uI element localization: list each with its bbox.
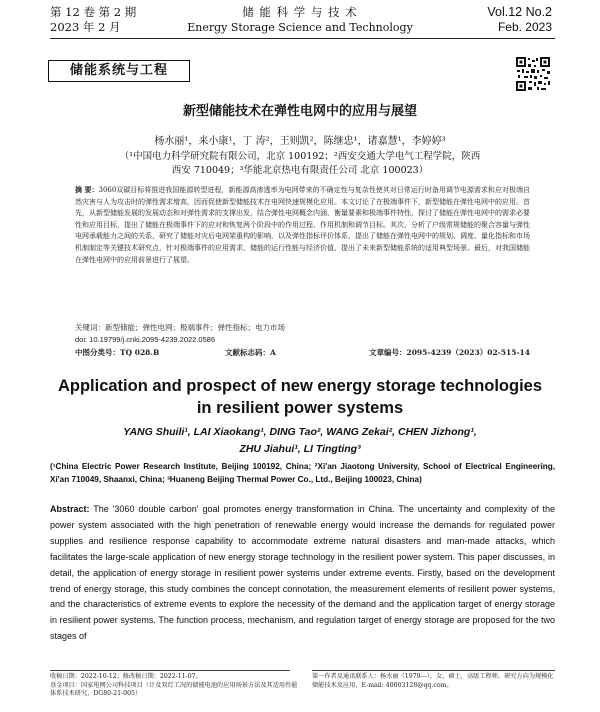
- en-authors: [40, 424, 560, 458]
- en-title: [30, 375, 570, 419]
- journal-name-cn: 储 能 科 学 与 技 术: [242, 5, 358, 19]
- journal-name-en: Energy Storage Science and Technology: [187, 21, 413, 34]
- date-en: Feb. 2023: [497, 20, 552, 34]
- cn-affiliation-line-1: （¹中国电力科学研究院有限公司，北京 100192；²西安交通大学电气工程学院，陕西: [119, 151, 481, 162]
- cn-affiliation: [70, 150, 530, 178]
- cn-authors: 杨水丽¹，来小康¹，丁 涛²，王则凯²，陈继忠¹，诸嘉慧¹，李婷婷³: [154, 136, 446, 147]
- footnote-rule-left: [50, 670, 290, 671]
- en-affiliation: (¹China Electric Power Research Institute, Beijing 100192, China; ²Xi'an Jiaotong University, School of Electrical Engineering, Xi'an 710049, Shaanxi, China; ³Huaneng Beijing Thermal Power Co., Ltd., Beijing 100023, China): [50, 462, 555, 484]
- article-number: 文章编号：2095-4239（2023）02-515-14: [369, 348, 530, 357]
- doi: doi: 10.19799/j.cnki.2095-4239.2022.0586: [75, 335, 216, 344]
- cn-title: 新型储能技术在弹性电网中的应用与展望: [182, 104, 417, 119]
- volume-issue-cn: 第 12 卷 第 2 期: [50, 5, 137, 19]
- date-cn: 2023 年 2 月: [50, 20, 121, 34]
- section-label: 储能系统与工程: [48, 60, 190, 82]
- cn-abstract: [75, 184, 530, 266]
- cn-abstract-text: 3060双碳目标将推进我国能源转型进程，新能源高渗透率为电网带来的不确定性与复杂性使其对日常运行时备用调节电源需求和应对极端自然灾害与人为攻击时的弹性需求增高，因而促使新型储能技术在电网快速规模化应用。本文讨论了在极端事件下，新型储能在弹性电网中的应用。首先，从新型储能发展的发展动态和对弹性需求的支撑出发，结合弹性电网概念内涵、衡量要素和极端事件特性，探讨了储能在弹性电网中的需求必要性和应用目标，提出了储能在极端事件下的应对和恢复两个阶段中的作用过程、作用机制和调节目标。其次，分析了户级常规储能的聚合容量与弹性电网承载能力之间的关系，研究了储能对灾后电网架重构的影响，以及弹性指标评价体系，提出了储能在弹性电网中的规划、调度、量化指标和市场机制制定等关键技术研究点，针对极端事件的应用需求、储能的运行性能与经济价值，提出了未来新型储能系统的适用典型场景。最后，对我国储能在弹性电网中的应用前景进行了展望。: [75, 186, 530, 264]
- cn-keywords: 关键词：新型储能；弹性电网；极端事件；弹性指标；电力市场: [75, 323, 285, 332]
- en-abstract: [50, 502, 555, 645]
- en-title-line-2: in resilient power systems: [196, 399, 404, 417]
- footnote-fund: 基金项目：国家电网公司科技项目（计及双灯工况的储能电池的应用场景方法及其适用性能体系技术研究，DG80-21-005）: [50, 681, 298, 698]
- en-title-line-1: Application and prospect of new energy storage technologies: [57, 377, 543, 395]
- cn-abstract-label: 摘 要：: [75, 185, 99, 194]
- volume-issue-en: Vol.12 No.2: [487, 5, 552, 19]
- clc-number: 中图分类号：TQ 028.B: [75, 348, 160, 357]
- en-authors-line-1: YANG Shuili¹, LAI Xiaokang¹, DING Tao², WANG Zekai², CHEN Jizhong¹,: [123, 426, 477, 438]
- footnote-rule-right: [312, 670, 555, 671]
- footnote-left: [50, 673, 300, 699]
- en-abstract-text: The '3060 double carbon' goal promotes energy transformation in China. The uncertainty and complexity of the power system associated with the high penetration of renewable energy would increase the demands for regulated power supplies and resilience response capability to accommodate extreme natural disasters and man-made attacks, which facilitates the large-scale application of new energy storage technology in the resilient power system. This paper discusses, in detail, the application of energy storage in resilient power systems under extreme events. Firstly, based on the development trend of energy storage, this study combines the concept connotation, the measurement elements of resilient power systems, and the characteristics of extreme events to explore the necessity of the demand and the application target of energy storage in resilient power systems. The function process, mechanism, and regulation target of energy storage are proposed for the two stages of: [50, 504, 556, 642]
- header-rule: [50, 38, 555, 39]
- qr-code-icon: [515, 56, 551, 92]
- footnote-author-info: 第一作者及通讯联系人：杨水丽（1979—），女，硕士，高级工程师，研究方向为规模化储能技术及应用，E-mail: 40003128@qq.com。: [312, 673, 554, 689]
- document-code: 文献标志码：A: [225, 348, 276, 357]
- en-abstract-label: Abstract:: [50, 504, 90, 514]
- en-authors-line-2: ZHU Jiahui¹, LI Tingting³: [239, 443, 361, 455]
- footnote-received: 收稿日期：2022-10-12；修改稿日期：2022-11-07。: [50, 673, 202, 680]
- cn-affiliation-line-2: 西安 710049；³华能北京热电有限责任公司 北京 100023）: [171, 165, 429, 176]
